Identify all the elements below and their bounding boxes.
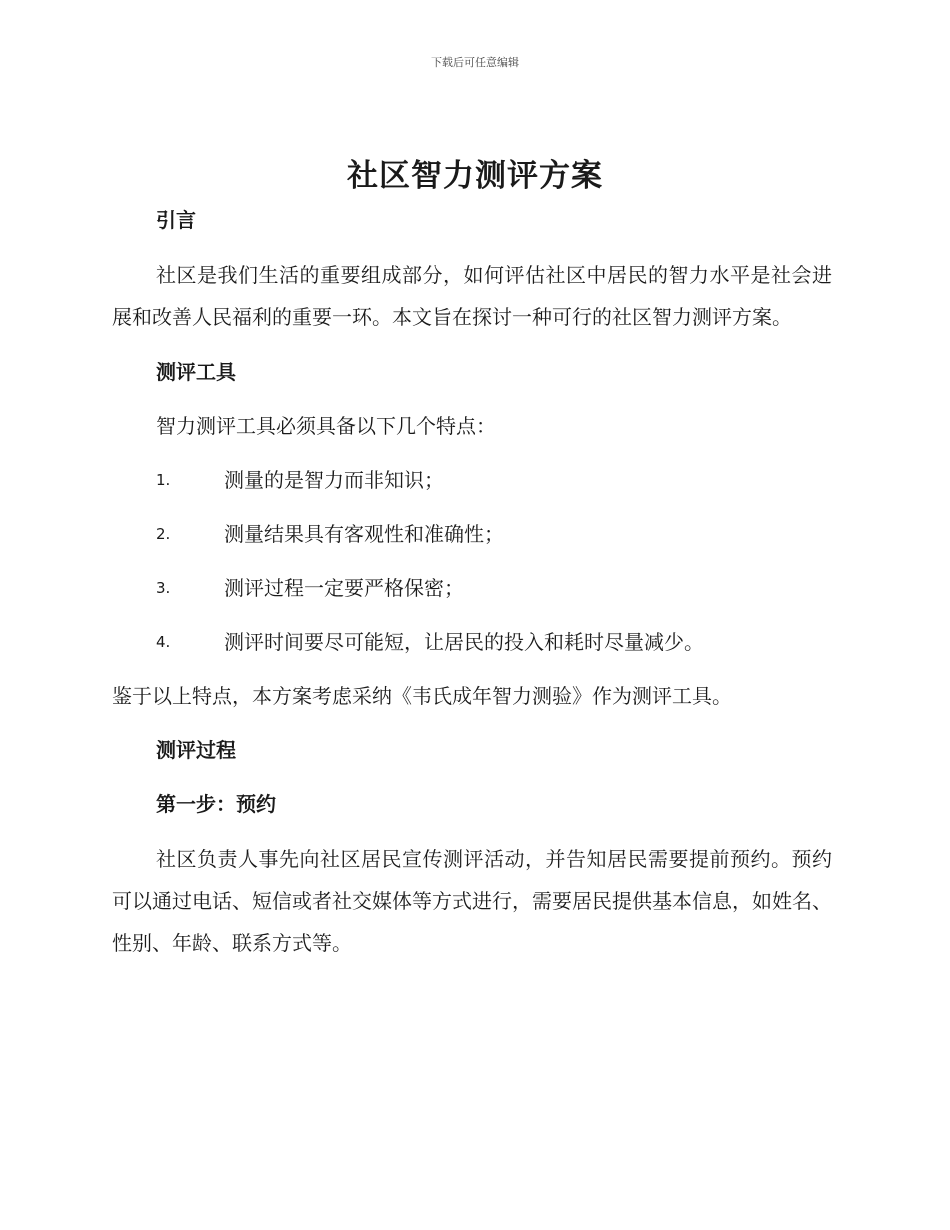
list-item-number: 3.	[156, 579, 171, 597]
list-item	[112, 460, 832, 500]
document-title: 社区智力测评方案	[347, 158, 603, 194]
tools-lead-paragraph: 智力测评工具必须具备以下几个特点：	[156, 414, 496, 438]
list-item-text: 测量的是智力而非知识；	[224, 468, 444, 492]
list-item	[112, 622, 832, 662]
list-item	[112, 568, 832, 608]
section-heading-intro: 引言	[156, 208, 196, 232]
list-item-number: 1.	[156, 471, 171, 489]
step1-paragraph: 社区负责人事先向社区居民宣传测评活动，并告知居民需要提前预约。预约可以通过电话、短信或者社交媒体等方式进行，需要居民提供基本信息，如姓名、性别、年龄、联系方式等。	[112, 847, 832, 955]
list-item-number: 2.	[156, 525, 171, 543]
list-item-text: 测量结果具有客观性和准确性；	[224, 522, 504, 546]
document-body	[112, 200, 832, 964]
section-heading-step1: 第一步：预约	[156, 792, 276, 816]
tools-conclusion-paragraph: 鉴于以上特点，本方案考虑采纳《韦氏成年智力测验》作为测评工具。	[112, 684, 732, 708]
list-item-number: 4.	[156, 633, 171, 651]
intro-paragraph: 社区是我们生活的重要组成部分，如何评估社区中居民的智力水平是社会进展和改善人民福利的重要一环。本文旨在探讨一种可行的社区智力测评方案。	[112, 263, 832, 329]
list-item-text: 测评时间要尽可能短，让居民的投入和耗时尽量减少。	[224, 630, 704, 654]
list-item-text: 测评过程一定要严格保密；	[224, 576, 464, 600]
list-item	[112, 514, 832, 554]
section-heading-tools: 测评工具	[156, 360, 236, 384]
section-heading-process: 测评过程	[156, 738, 236, 762]
header-note: 下载后可任意编辑	[431, 56, 519, 69]
